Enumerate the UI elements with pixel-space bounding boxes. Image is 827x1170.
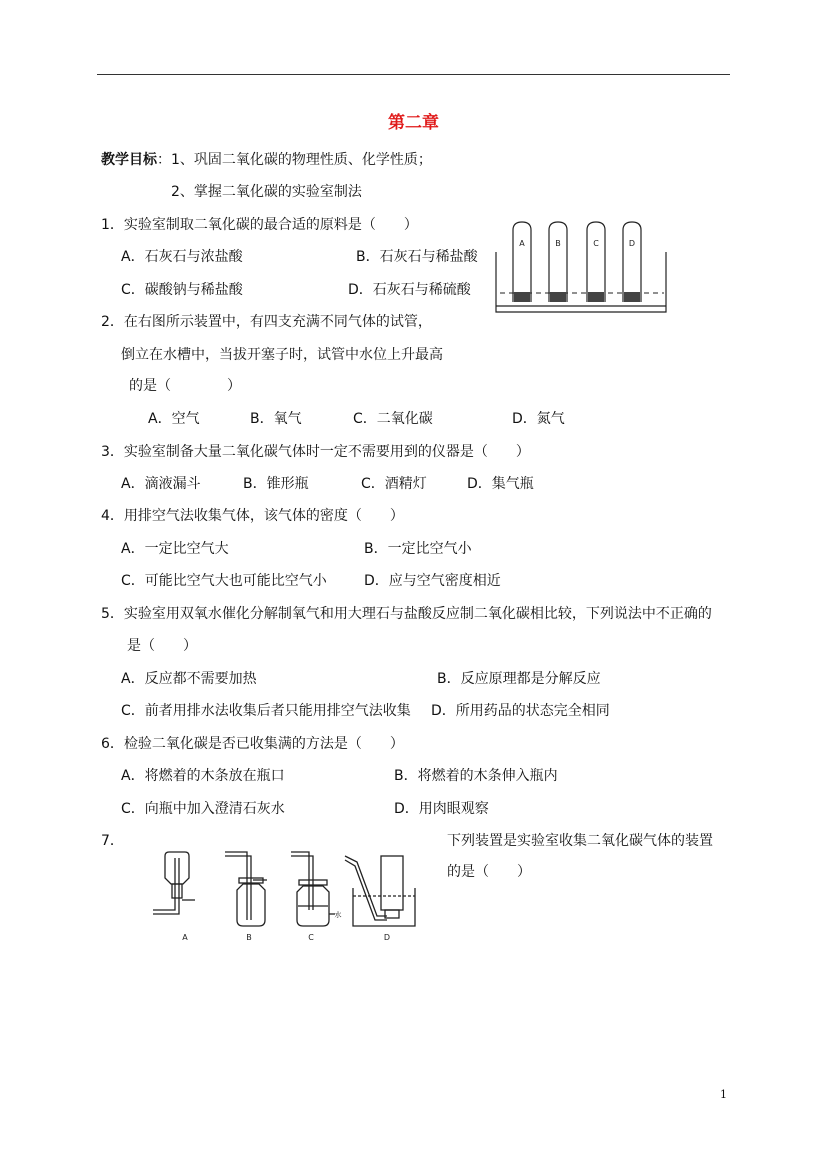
device-b (225, 852, 267, 926)
question-5-stem-line-2: 是（ ） (127, 638, 197, 654)
question-1-option-d: D．石灰石与稀硫酸 (348, 282, 471, 298)
question-3-option-b: B．锥形瓶 (243, 476, 309, 492)
question-5-option-b: B．反应原理都是分解反应 (437, 671, 601, 687)
test-tube-b (549, 222, 567, 302)
question-1-option-c: C．碳酸钠与稀盐酸 (121, 282, 243, 298)
test-tube-label: C (593, 239, 599, 248)
device-a-label: A (182, 933, 188, 942)
question-6-option-c: C．向瓶中加入澄清石灰水 (121, 801, 285, 817)
test-tube-a (513, 222, 531, 302)
question-6-option-a: A．将燃着的木条放在瓶口 (121, 768, 285, 784)
test-tube-label: B (555, 239, 561, 248)
question-2-option-d: D．氮气 (512, 411, 565, 427)
question-6-stem: 6．检验二氧化碳是否已收集满的方法是（ ） (101, 736, 404, 752)
question-1-stem: 1．实验室制取二氧化碳的最合适的原料是（ ） (101, 217, 418, 233)
device-c (291, 852, 335, 926)
goals-line-1 (101, 151, 432, 169)
question-1-option-a: A．石灰石与浓盐酸 (121, 249, 243, 265)
question-4-stem: 4．用排空气法收集气体，该气体的密度（ ） (101, 508, 404, 524)
device-d (345, 856, 415, 926)
question-3-stem: 3．实验室制备大量二氧化碳气体时一定不需要用到的仪器是（ ） (101, 444, 530, 460)
question-4-option-a: A．一定比空气大 (121, 541, 229, 557)
question-2-option-c: C．二氧化碳 (353, 411, 433, 427)
test-tubes (513, 222, 641, 302)
goals-item-2: 2、掌握二氧化碳的实验室制法 (171, 184, 362, 200)
device-b-label: B (246, 933, 252, 942)
question-3-option-c: C．酒精灯 (361, 476, 427, 492)
question-7-number: 7． (101, 833, 124, 849)
question-5-option-c: C．前者用排水法收集后者只能用排空气法收集 (121, 703, 411, 719)
question-2-stem-line-3: 的是（ ） (129, 378, 241, 394)
question-7-stem-line-2: 的是（ ） (447, 864, 531, 880)
question-6-option-d: D．用肉眼观察 (394, 801, 489, 817)
test-tube-c (587, 222, 605, 302)
test-tube-d (623, 222, 641, 302)
question-2-option-a: A．空气 (148, 411, 200, 427)
question-5-stem: 5．实验室用双氧水催化分解制氧气和用大理石与盐酸反应制二氧化碳相比较，下列说法中不正确的 (101, 606, 712, 622)
question-5-option-a: A．反应都不需要加热 (121, 671, 257, 687)
device-a (153, 852, 195, 914)
device-d-label: D (383, 933, 391, 942)
header-rule (97, 74, 730, 75)
question-4-option-d: D．应与空气密度相近 (364, 573, 501, 589)
question-2-stem: 2．在右图所示装置中，有四支充满不同气体的试管， (101, 314, 432, 330)
question-4-option-c: C．可能比空气大也可能比空气小 (121, 573, 327, 589)
water-mark-label: 水 (334, 911, 342, 919)
question-1-option-b: B．石灰石与稀盐酸 (356, 249, 478, 265)
test-tube-label: A (519, 239, 525, 248)
device-c-label: C (308, 933, 314, 942)
question-6-option-b: B．将燃着的木条伸入瓶内 (394, 768, 558, 784)
question-7-stem-line-1: 下列装置是实验室收集二氧化碳气体的装置 (447, 833, 713, 849)
question-5-option-d: D．所用药品的状态完全相同 (431, 703, 610, 719)
test-tubes-figure (494, 220, 669, 316)
goals-label: 教学目标 (101, 152, 157, 168)
goals-item-1: ：1、巩固二氧化碳的物理性质、化学性质； (157, 152, 432, 168)
page-number: 1 (720, 1088, 727, 1101)
gas-collection-figure (145, 850, 420, 942)
question-3-option-d: D．集气瓶 (467, 476, 534, 492)
test-tube-label: D (628, 239, 636, 248)
page-title: 第二章 (388, 113, 439, 133)
question-2-stem-line-2: 倒立在水槽中，当拔开塞子时，试管中水位上升最高 (121, 347, 443, 363)
question-3-option-a: A．滴液漏斗 (121, 476, 201, 492)
question-4-option-b: B．一定比空气小 (364, 541, 472, 557)
question-2-option-b: B．氧气 (250, 411, 302, 427)
